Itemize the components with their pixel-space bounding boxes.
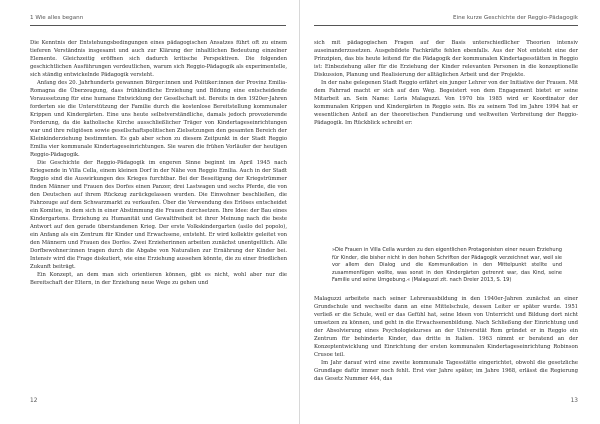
paragraph: Anfang des 20. Jahrhunderts gewannen Bürger:innen und Politiker:innen der Provinz Emilia-Romagna die Überzeugung, dass frühkindliche Erziehung und Bildung eine entscheidende Voraussetzung für eine humane Entwicklung der Gesellschaft ist. Bereits in den 1920er-Jahren forderten sie die Unterstützung der Familie durch die kostenlose Bereitstellung kommunaler Krippen und Kindergärten. Eine uns heute selbstverständliche, damals jedoch provozierende Forderung, da die katholische Kirche ausschließlicher Träger von Kindertageseinrichtungen war und ihre religiösen sowie gesellschaftspolitischen Zielsetzungen den gesamten Bereich der Kleinkinderziehung bestimmten. Es gab aber schon zu diesem Zeitpunkt in der Stadt Reggio Emilia vier kommunale Kindertageseinrichtungen. Sie waren die frühen Vorläufer der heutigen Reggio-Pädagogik. bbox=[30, 79, 287, 158]
paragraph: sich mit pädagogischen Fragen auf der Basis unterschiedlicher Theorien intensiv auseinanderzusetzen. Ausgebildete Fachkräfte fehlen ebenfalls. Aus der Not entsteht eine der Prinzipien, das bis heute leitend für die Pädagogik der kommunalen Kindertagesstätten in Reggio ist: Einbeziehung aller für die Erziehung der Kinder relevanten Personen in die konzeptionelle Diskussion, Planung und Realisierung der alltäglichen Arbeit und der Projekte. bbox=[314, 40, 578, 78]
paragraph: Ein Konzept, an dem man sich orientieren können, gibt es nicht, wohl aber nur die Bereitschaft der Eltern, in der Erziehung neue Wege zu gehen und bbox=[30, 271, 287, 286]
paragraph: Malaguzzi arbeitete nach seiner Lehrerausbildung in den 1940er-Jahren zunächst an einer Grundschule und wechselte dann an eine Mittelschule, dessen Leiter er später wurde. 1951 verließ er die Schule, weil er das Gefühl hat, seine Ideen von Unterricht und Bildung dort nicht umsetzen zu können, und geht in die Erwachsenenbildung. Nach Schließung der Einrichtung und der Absolvierung eines Psychologiekurses an der Universität Rom gründet er in Reggio ein Zentrum für behinderte Kinder, das dritte in Italien. 1963 nimmt er beratend an der Konzeptentwicklung und Einrichtung der ersten kommunalen Kindertageseinrichtung Robinson Crusoe teil. bbox=[314, 296, 578, 358]
page-number-right: 13 bbox=[570, 398, 578, 404]
right-body-text-top bbox=[314, 40, 578, 128]
paragraph: Die Kenntnis der Entstehungsbedingungen eines pädagogischen Ansatzes führt oft zu einem tieferen Verständnis insgesamt und auch zur Klärung der inhaltlichen Bedeutung einzelner Elemente. Gleichzeitig eröffnen sich dadurch kritische Perspektiven. Die folgenden geschichtlichen Ausführungen verdeutlichen, warum sich Reggio-Pädagogik als experimentelle, sich ständig entwickelnde Pädagogik versteht. bbox=[30, 40, 287, 78]
running-header-left: 1 Wie alles begann bbox=[30, 13, 286, 26]
page-number-left: 12 bbox=[30, 398, 38, 404]
right-body-text-bottom bbox=[314, 296, 578, 384]
running-header-right: Eine kurze Geschichte der Reggio-Pädagogik bbox=[314, 13, 578, 26]
paragraph: Die Geschichte der Reggio-Pädagogik im engeren Sinne beginnt im April 1945 nach Kriegsende in Villa Cella, einem kleinen Dorf in der Nähe von Reggio Emilia. Auch in der Stadt Reggio sind die Auswirkungen des Krieges furchtbar. Bei der Beseitigung der Kriegstrümmer finden Männer und Frauen des Dorfes einen Panzer, drei Lastwagen und sechs Pferde, die von den Deutschen auf ihrem Rückzug zurückgelassen wurden. Die Einwohner beschließen, die Fahrzeuge auf dem Schwarzmarkt zu verkaufen. Über die Verwendung des Erlöses entscheidet ein Komitee, in dem sich in einer Abstimmung die Frauen durchsetzen. Ihre Idee: der Bau eines Kindergartens. Erziehung zu Humanität und Gewaltfreiheit ist ihrer Meinung nach die beste Antwort auf den gerade überstandenen Krieg. Der erste Volkskindergarten (asilo del popolo), ein Anfang als ein Zentrum für Kinder und Erwachsene, entsteht. Er wird kollektiv geleitet von den Männern und Frauen des Dorfes. Zwei Erzieherinnen arbeiten zunächst unentgeltlich. Alle Dorfbewohner:innen tragen durch die Abgabe von Naturalien zur Ernährung der Kinder bei. Intensiv wird die Frage diskutiert, wie eine Erziehung aussehen könnte, die zu einer friedlichen Zukunft beiträgt. bbox=[30, 159, 287, 270]
paragraph: In der nahe gelegenen Stadt Reggio erfährt ein junger Lehrer von der Initiative der Frauen. Mit dem Fahrrad macht er sich auf den Weg. Begeistert von dem Engagement bietet er seine Mitarbeit an. Sein Name: Loris Malaguzzi. Von 1970 bis 1985 wird er Koordinator der kommunalen Krippen und Kindergärten in Reggio sein. Bis zu seinem Tod im Jahre 1994 hat er wesentlichen Anteil an der theoretischen Fundierung und weltweiten Verbreitung der Reggio-Pädagogik. Im Rückblick schreibt er: bbox=[314, 79, 578, 126]
paragraph: Im Jahr darauf wird eine zweite kommunale Tagesstätte eingerichtet, obwohl die gesetzliche Grundlage dafür immer noch fehlt. Erst vier Jahre später, im Jahre 1968, erlässt die Regierung das Gesetz Nummer 444, das bbox=[314, 359, 578, 382]
block-quote: »Die Frauen in Villa Cella wurden zu den eigentlichen Protagonisten einer neuen Erziehung für Kinder, die bisher nicht in den hohen Schriften der Pädagogik verzeichnet war, weil sie vor allem den Dialog und die Kommunikation in den Mittelpunkt stellte und zusammenfügen wollte, was sonst in den Kindergärten getrennt war, das Kind, seine Familie und seine Umgebung.« (Malaguzzi zit. nach Dreier 2013, S. 19) bbox=[332, 247, 562, 284]
right-page bbox=[300, 0, 600, 424]
left-body-text bbox=[30, 40, 287, 288]
